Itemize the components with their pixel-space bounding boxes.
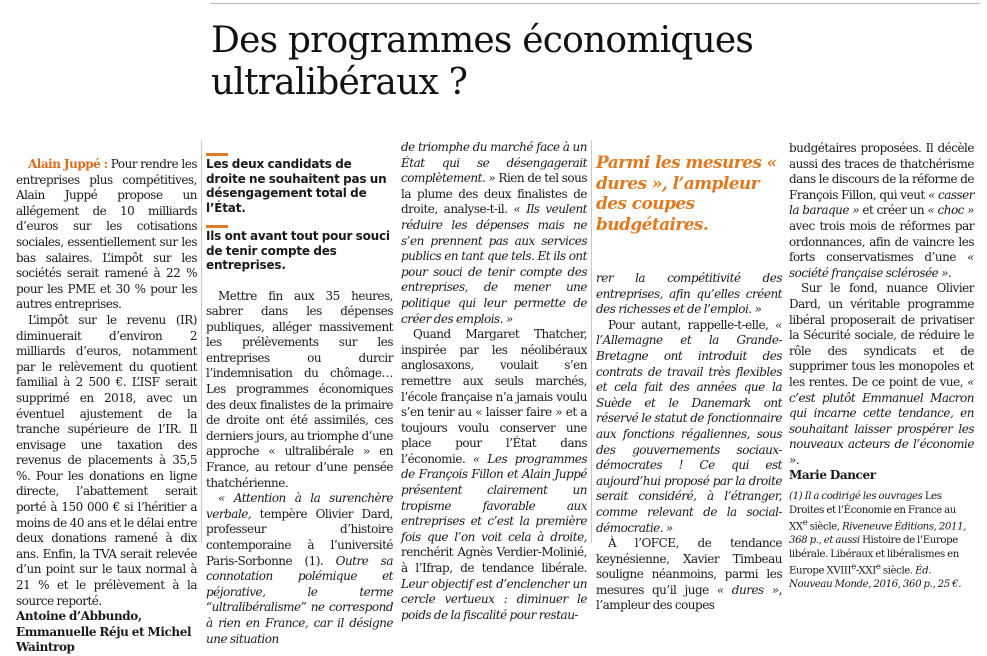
summary-text: Ils ont avant tout pour souci de tenir compte des entreprises.	[206, 229, 390, 272]
summary-point	[206, 153, 393, 215]
paragraph-quote: Quand Margaret Thatcher, inspirée par les néolibéraux anglosaxons, voulait s’en remettre aux seuls marchés, l’école française n’a jamais voulu s’en tenir au « laisser faire » et a toujours voulu conserver une place pour l’État dans l’économie. « Les programmes de François Fillon et Alain Juppé présentent clairement un tropisme favorable aux entreprises et c’est la première fois que l’on voit cela à droite, renchérit Agnès Verdier-Molinié, à l’Ifrap, de tendance libérale. Leur objectif est d’enclencher un cercle vertueux : diminuer le poids de la fiscalité pour restau-	[401, 327, 587, 622]
paragraph-quote: rer la compétitivité des entreprises, afin qu’elles créent des richesses et de l’emploi. »	[596, 271, 782, 317]
paragraph-quote: « Attention à la surenchère verbale, tempère Olivier Dard, professeur d’histoire contemporaine à l’université Paris-Sorbonne (1). Outre sa connotation polémique et péjorative, le terme “ultralibéralisme” ne correspond à rien en France, car il désigne une situation	[206, 491, 393, 646]
top-rule	[210, 3, 980, 4]
paragraph-text: budgétaires proposées. Il décèle aussi des traces de thatchérisme dans le discours de la réforme de François Fillon, qui veut « casser la baraque » et créer un « choc » avec trois mois de réformes par ordonnances, afin de vaincre les forts conservatismes d’une « société française sclérosée ».	[789, 141, 974, 280]
paragraph-text: Sur le fond, nuance Olivier Dard, un véritable programme libéral proposerait de privatiser la Sécurité sociale, de réduire le rôle des syndicats et de supprimer tous les monopoles et les rentes. De ce point de vue, « c’est plutôt Emmanuel Macron qui incarne cette tendance, en souhaitant laisser prospérer les nouveaux acteurs de l’économie ».	[789, 281, 974, 467]
author-signature: Marie Dancer	[789, 468, 876, 483]
paragraph-text: Mettre fin aux 35 heures, sabrer dans les dépenses publiques, alléger massivement les prélèvements sur les entreprises ou durcir l’indemnisation du chômage… Les programmes économiques des deux finalistes de la primaire de droite ont été assimilés, ces derniers jours, au triomphe d’une approche « ultralibérale » en France, au retour d’une pensée thatchérienne.	[206, 288, 393, 490]
paragraph-quote: de triomphe du marché face à un État qui se désengagerait complètement. » Rien de tel sous la plume des deux finalistes de droite, analyse-t-il. « Ils veulent réduire les dépenses mais ne s’en prennent pas aux services publics en tant que tels. Et ils ont pour souci de tenir compte des entreprises, de mener une politique qui leur permette de créer des emplois. »	[401, 140, 588, 326]
column-juppe-programme	[16, 157, 197, 656]
column-divider	[201, 140, 202, 543]
column-analysis-4	[789, 141, 974, 592]
column-analysis-1	[206, 153, 393, 647]
paragraph-text: Pour rendre les entreprises plus compétitives, Alain Juppé propose un allégement de 10 milliards d’euros sur les cotisations sociales, essentiellement sur les bas salaires. L’impôt sur les sociétés serait ramené à 22 % pour les PME et 30 % pour les autres entreprises.	[16, 157, 197, 312]
pull-quote: Parmi les mesures « dures », l’ampleur des coupes budgétaires.	[596, 153, 777, 235]
paragraph-quote: Pour autant, rappelle-t-elle, « l’Allemagne et la Grande-Bretagne ont introduit des contrats de travail très flexibles et cela fait des années que la Suède et le Danemark ont réservé le statut de fonctionnaire aux fonctions régaliennes, sous des gouvernements sociaux-démocrates ! Ce qui est aujourd’hui proposé par la droite serait considéré, à l’étranger, comme relevant de la social-démocratie. »	[596, 317, 782, 535]
section-lead-name: Alain Juppé :	[28, 157, 108, 171]
author-signature: Antoine d’Abbundo, Emmanuelle Réju et Michel Waintrop	[16, 609, 192, 655]
orange-bullet-bar	[206, 225, 228, 228]
paragraph-text: À l’OFCE, de tendance keynésienne, Xavier Timbeau souligne néanmoins, parmi les mesures qu’il juge « dures », l’ampleur des coupes	[596, 536, 782, 613]
orange-bullet-bar	[206, 153, 228, 156]
footnote: (1) Il a codirigé les ouvrages Les Droites et l’Économie en France au XXe siècle, Riveneuve Éditions, 2011, 368 p., et aussi Histoire de l’Europe libérale. Libéraux et libéralismes en Europe XVIIIe-XXIe siècle. Éd. Nouveau Monde, 2016, 360 p., 25 €.	[789, 491, 967, 591]
summary-text: Les deux candidats de droite ne souhaitent pas un désengagement total de l’État.	[206, 157, 387, 215]
column-divider	[591, 140, 592, 543]
column-analysis-2	[401, 140, 587, 623]
article-title: Des programmes économiques ultralibéraux ?	[211, 20, 754, 103]
column-analysis-3	[596, 271, 782, 614]
summary-point	[206, 225, 393, 273]
paragraph-text: L’impôt sur le revenu (IR) diminuerait d’environ 2 milliards d’euros, notamment par le relèvement du quotient familial à 2 500 €. L’ISF serait supprimé en 2018, avec un éventuel ajustement de la tranche supérieure de l’IR. Il envisage une taxation des revenus de placements à 35,5 %. Pour les donations en ligne directe, l’abattement serait porté à 150 000 € si l’héritier a moins de 40 ans et le délai entre deux donations ramené à dix ans. Enfin, la TVA serait relevée d’un point sur le taux normal à 21 % et le prélèvement à la source reporté.	[16, 312, 197, 608]
